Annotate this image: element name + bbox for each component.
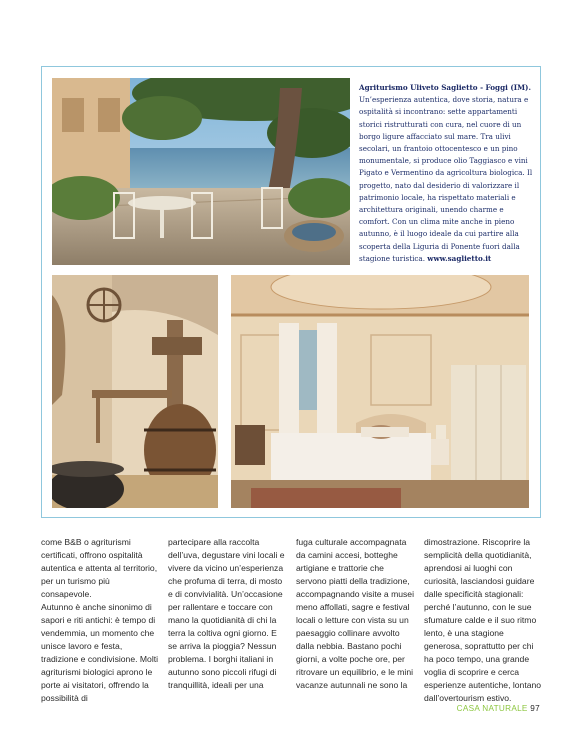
photo-caption [359, 82, 534, 265]
page-footer [457, 704, 540, 713]
text-column-2 [168, 536, 286, 692]
text-column-4 [424, 536, 542, 705]
column-1-paragraph-2: Autunno è anche sinonimo di sapori e riti antichi: è tempo di vendemmia, un momento che unisce lavoro e festa, tradizione e condivisione. Molti agriturismi biologici aprono le porte ai visitatori, offrendo la possibilità di [41, 602, 159, 703]
column-3-paragraph-1: fuga culturale accompagnata da camini accesi, botteghe artigiane e trattorie che servono piatti della tradizione, accompagnando visite a musei meno affollati, sagre e festival locali o letture con vista su un paesaggio collinare avvolto dalla nebbia. Bastano pochi giorni, a volte poche ore, per ritrovare un equilibrio, e le mini vacanze autunnali ne sono la [296, 537, 414, 690]
magazine-name: CASA NATURALE [456, 704, 528, 713]
column-4-paragraph-1: dimostrazione. Riscoprire la semplicità della quotidianità, aprendosi ai luoghi con curiosità, lasciandosi guidare dalle specificità stagionali: perché l’autunno, con le sue sfumature calde e il suo ritmo lento, è una stagione generosa, soprattutto per chi ha poco tempo, una grande voglia di scoprire e cerca esperienze autentiche, lontano dall’overtourism estivo. [424, 537, 542, 703]
terrace-sea-view-photo [52, 78, 350, 265]
bedroom-photo [231, 275, 529, 508]
text-column-1 [41, 536, 159, 705]
caption-body: Un’esperienza autentica, dove storia, natura e ospitalità si incontrano: sette appartamenti storici ristrutturati con cura, nel cuore di un borgo ligure affacciato sul mare. Tra ulivi secolari, un frantoio ottocentesco e un pino monumentale, si produce olio Taggiasco e vini Pigato e Vermentino da agricoltura biologica. Il progetto, nato dal desiderio di valorizzare il patrimonio locale, ha rispettato materiali e architettura originali, unendo charme e comfort. Con un clima mite anche in pieno autunno, è il luogo ideale da cui partire alla scoperta della Liguria di Ponente fuori dalla stagione turistica. [359, 95, 533, 263]
page-number: 97 [530, 704, 540, 713]
caption-title: Agriturismo Uliveto Saglietto - Foggi (IM). [359, 83, 531, 92]
caption-website-link[interactable]: www.saglietto.it [427, 253, 492, 263]
column-2-paragraph-1: partecipare alla raccolta dell’uva, degustare vini locali e vivere da vicino un’esperienza che profuma di terra, di mosto e di convivialità. Un’occasione per rallentare e toccare con mano la quotidianità di chi la terra la coltiva ogni giorno. E se arriva la pioggia? Nessun problema. I borghi italiani in autunno sono piccoli rifugi di tranquillità, ideali per una [168, 537, 285, 690]
column-1-paragraph-1: come B&B o agriturismi certificati, offrono ospitalità autentica e attenta al territorio, per un turismo più consapevole. [41, 537, 158, 599]
olive-press-cellar-photo [52, 275, 218, 508]
text-column-3 [296, 536, 414, 692]
